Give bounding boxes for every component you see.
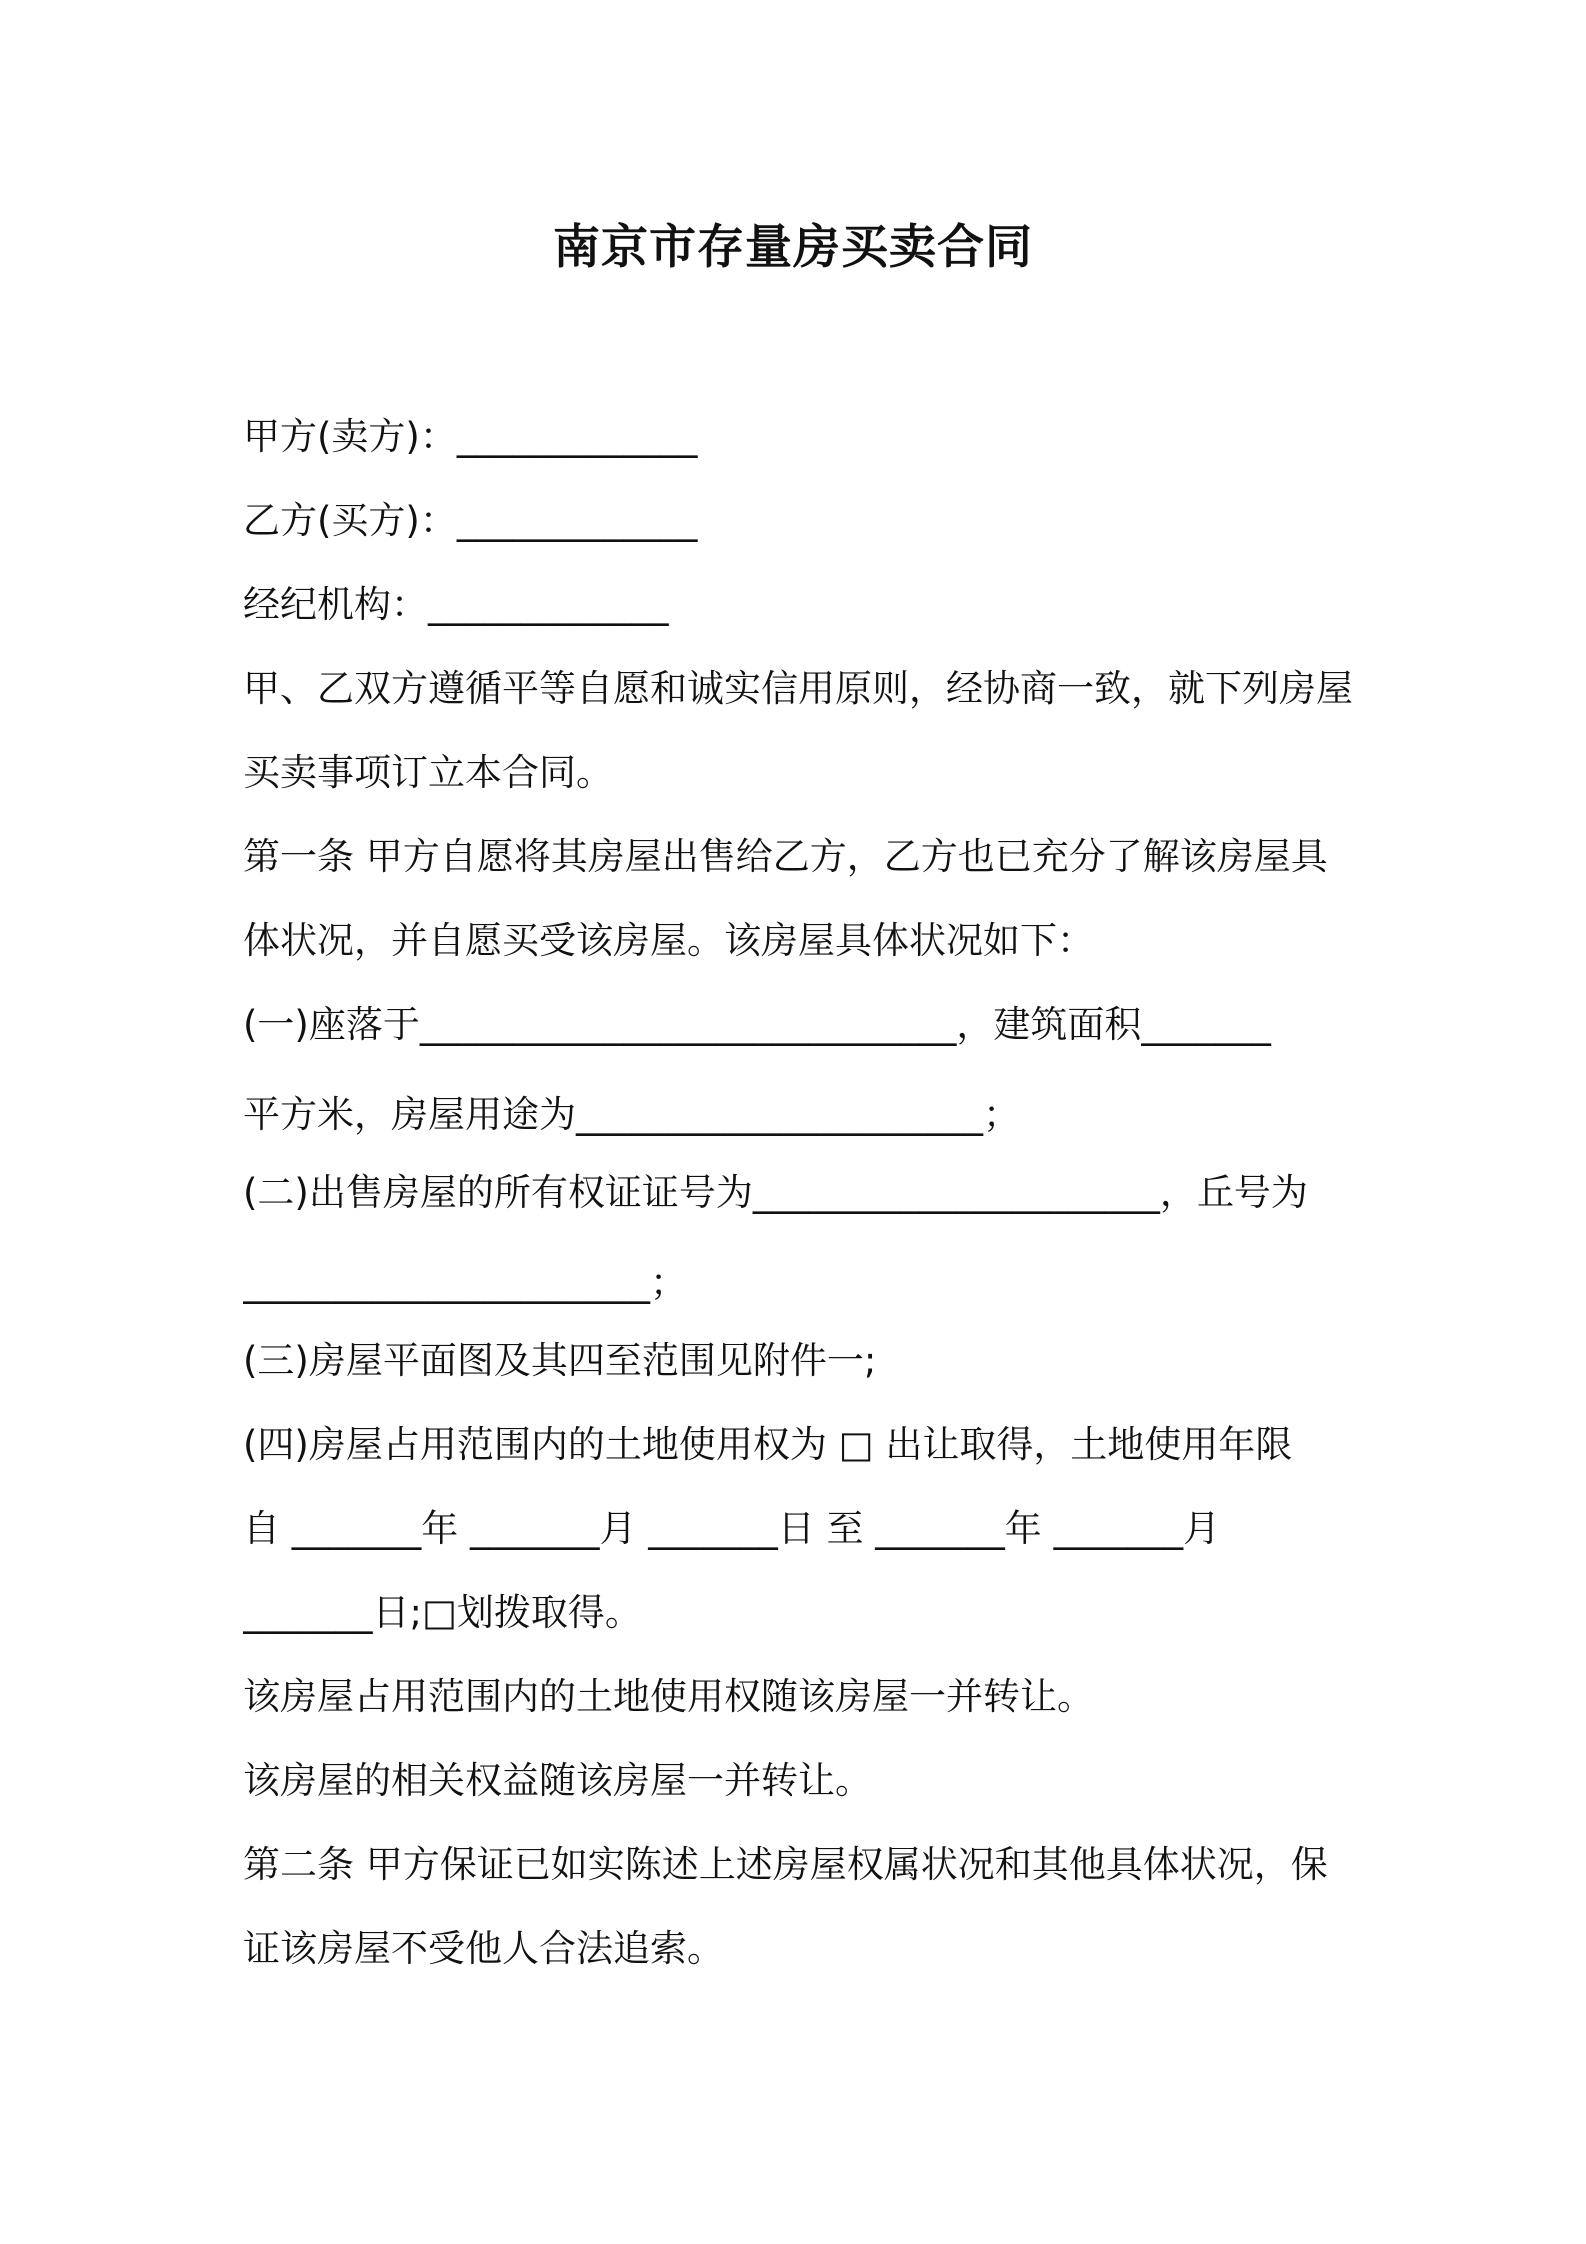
article-1-line-2: 体状况，并自愿买受该房屋。该房屋具体状况如下： bbox=[243, 919, 1094, 962]
preamble-line-2: 买卖事项订立本合同。 bbox=[243, 751, 613, 794]
party-b-line: 乙方(买方)：_____________ bbox=[243, 499, 698, 542]
article-2-line-1: 第二条 甲方保证已如实陈述上述房屋权属状况和其他具体状况，保 bbox=[243, 1843, 1328, 1886]
item-2-line-2: ______________________； bbox=[243, 1261, 687, 1304]
article-2-line-2: 证该房屋不受他人合法追索。 bbox=[243, 1927, 724, 1970]
item-1-line-1: (一)座落于_____________________________，建筑面积_______ bbox=[243, 1003, 1271, 1046]
land-use-transfer-line: 该房屋占用范围内的土地使用权随该房屋一并转让。 bbox=[243, 1675, 1094, 1718]
item-4-line-3: _______日;□划拨取得。 bbox=[243, 1591, 642, 1634]
document-title: 南京市存量房买卖合同 bbox=[553, 220, 1033, 275]
agency-line: 经纪机构：_____________ bbox=[243, 583, 669, 626]
item-4-line-2: 自 _______年 _______月 _______日 至 _______年 _______月 bbox=[243, 1507, 1221, 1550]
article-1-line-1: 第一条 甲方自愿将其房屋出售给乙方，乙方也已充分了解该房屋具 bbox=[243, 835, 1328, 878]
item-3-line: (三)房屋平面图及其四至范围见附件一; bbox=[243, 1339, 877, 1382]
party-a-line: 甲方(卖方)：_____________ bbox=[243, 415, 698, 458]
preamble-line-1: 甲、乙双方遵循平等自愿和诚实信用原则，经协商一致，就下列房屋 bbox=[243, 667, 1353, 710]
item-1-line-2: 平方米，房屋用途为______________________； bbox=[243, 1093, 1020, 1136]
item-2-line-1: (二)出售房屋的所有权证证号为______________________，丘号为 bbox=[243, 1171, 1308, 1214]
item-4-line-1: (四)房屋占用范围内的土地使用权为 □ 出让取得，土地使用年限 bbox=[243, 1423, 1293, 1466]
rights-transfer-line: 该房屋的相关权益随该房屋一并转让。 bbox=[243, 1759, 872, 1802]
